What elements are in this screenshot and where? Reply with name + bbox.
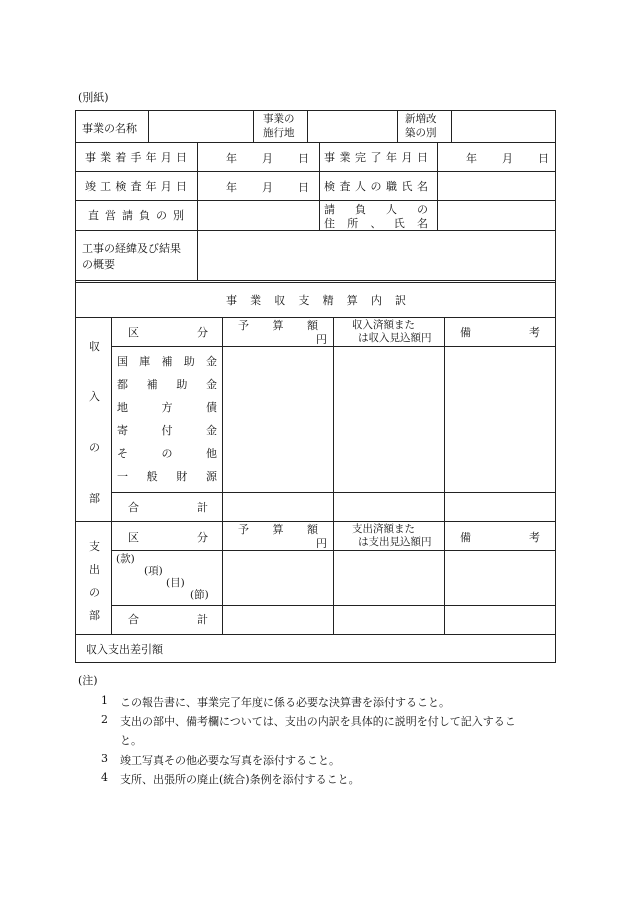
income-total-label: 合 計 xyxy=(128,501,208,514)
income-item-metro-subsidy: 都 補 助 金 xyxy=(117,378,217,391)
expense-kan: (款) xyxy=(116,553,135,565)
balance-label: 収入支出差引額 xyxy=(86,643,163,656)
note-4-text: 支所、出張所の廃止(統合)条例を添付すること。 xyxy=(120,773,360,786)
construction-kind-label-1: 新増改 xyxy=(405,113,437,125)
expense-side-1: 支 xyxy=(89,540,100,553)
income-item-local-bond: 地 方 債 xyxy=(117,401,217,414)
expense-total-label: 合 計 xyxy=(128,613,208,626)
end-month: 月 xyxy=(502,152,513,165)
attachment-label: (別紙) xyxy=(78,91,109,104)
summary-label-1: 工事の経緯及び結果 xyxy=(82,242,181,255)
expense-side-2: 出 xyxy=(89,563,100,576)
project-name-label: 事業の名称 xyxy=(82,122,137,135)
income-side-1: 収 xyxy=(89,340,100,353)
income-received-header-2: は収入見込額円 xyxy=(358,332,432,344)
note-1-text: この報告書に、事業完了年度に係る必要な決算書を添付すること。 xyxy=(120,696,450,709)
summary-label-2: の概要 xyxy=(82,258,115,271)
direct-contract-label: 直 営 請 負 の 別 xyxy=(88,209,184,222)
end-year: 年 xyxy=(466,152,477,165)
note-4-number: 4 xyxy=(101,771,108,784)
expense-setsu: (節) xyxy=(190,589,209,601)
notes-label: (注) xyxy=(78,674,98,687)
income-item-general-revenue: 一 般 財 源 xyxy=(117,470,217,483)
project-site-label-1: 事業の xyxy=(263,113,295,125)
start-day: 日 xyxy=(298,152,309,165)
inspection-year: 年 xyxy=(226,181,237,194)
note-3-text: 竣工写真その他必要な写真を添付すること。 xyxy=(120,754,340,767)
income-side-3: の xyxy=(89,441,100,454)
expense-spent-header-1: 支出済額また xyxy=(352,523,415,535)
contractor-label-2: 住 所 、 氏 名 xyxy=(324,216,428,230)
income-item-donation: 寄 付 金 xyxy=(117,424,217,437)
expense-side-4: 部 xyxy=(89,609,100,622)
expense-moku: (目) xyxy=(166,577,185,589)
income-budget-header: 予 算 額 xyxy=(238,318,318,332)
note-2-text: 支出の部中、備考欄については、支出の内訳を具体的に説明を付して記入するこ xyxy=(120,715,516,728)
end-day: 日 xyxy=(538,152,549,165)
expense-side-3: の xyxy=(89,586,100,599)
end-date-label: 事 業 完 了 年 月 日 xyxy=(324,151,428,164)
start-year: 年 xyxy=(226,152,237,165)
expense-kou: (項) xyxy=(144,565,163,577)
income-kubun-header: 区 分 xyxy=(128,326,208,339)
inspector-label: 検 査 人 の 職 氏 名 xyxy=(324,180,428,193)
income-item-other: そ の 他 xyxy=(117,447,217,460)
inspection-day: 日 xyxy=(298,181,309,194)
expense-spent-header-2: は支出見込額円 xyxy=(358,536,432,548)
income-item-national-subsidy: 国 庫 補 助 金 xyxy=(117,355,217,368)
construction-kind-label-2: 築の別 xyxy=(405,127,437,139)
note-3-number: 3 xyxy=(101,752,108,765)
start-date-label: 事 業 着 手 年 月 日 xyxy=(85,151,187,164)
note-1-number: 1 xyxy=(101,694,108,707)
settlement-title: 事 業 収 支 精 算 内 訳 xyxy=(226,294,406,307)
income-side-4: 部 xyxy=(89,492,100,505)
inspection-month: 月 xyxy=(262,181,273,194)
note-2-continuation: と。 xyxy=(120,734,142,747)
income-budget-yen: 円 xyxy=(316,333,327,346)
start-month: 月 xyxy=(262,152,273,165)
expense-budget-yen: 円 xyxy=(316,537,327,550)
contractor-label-1: 請 負 人 の xyxy=(324,202,428,216)
project-site-label-2: 施行地 xyxy=(263,127,295,139)
inspection-date-label: 竣 工 検 査 年 月 日 xyxy=(85,180,187,193)
expense-remarks-header: 備 考 xyxy=(460,531,540,544)
income-received-header-1: 収入済額また xyxy=(352,319,415,331)
income-side-2: 入 xyxy=(89,390,100,403)
expense-kubun-header: 区 分 xyxy=(128,531,208,544)
expense-budget-header: 予 算 額 xyxy=(238,522,318,536)
note-2-number: 2 xyxy=(101,713,108,726)
income-remarks-header: 備 考 xyxy=(460,326,540,339)
